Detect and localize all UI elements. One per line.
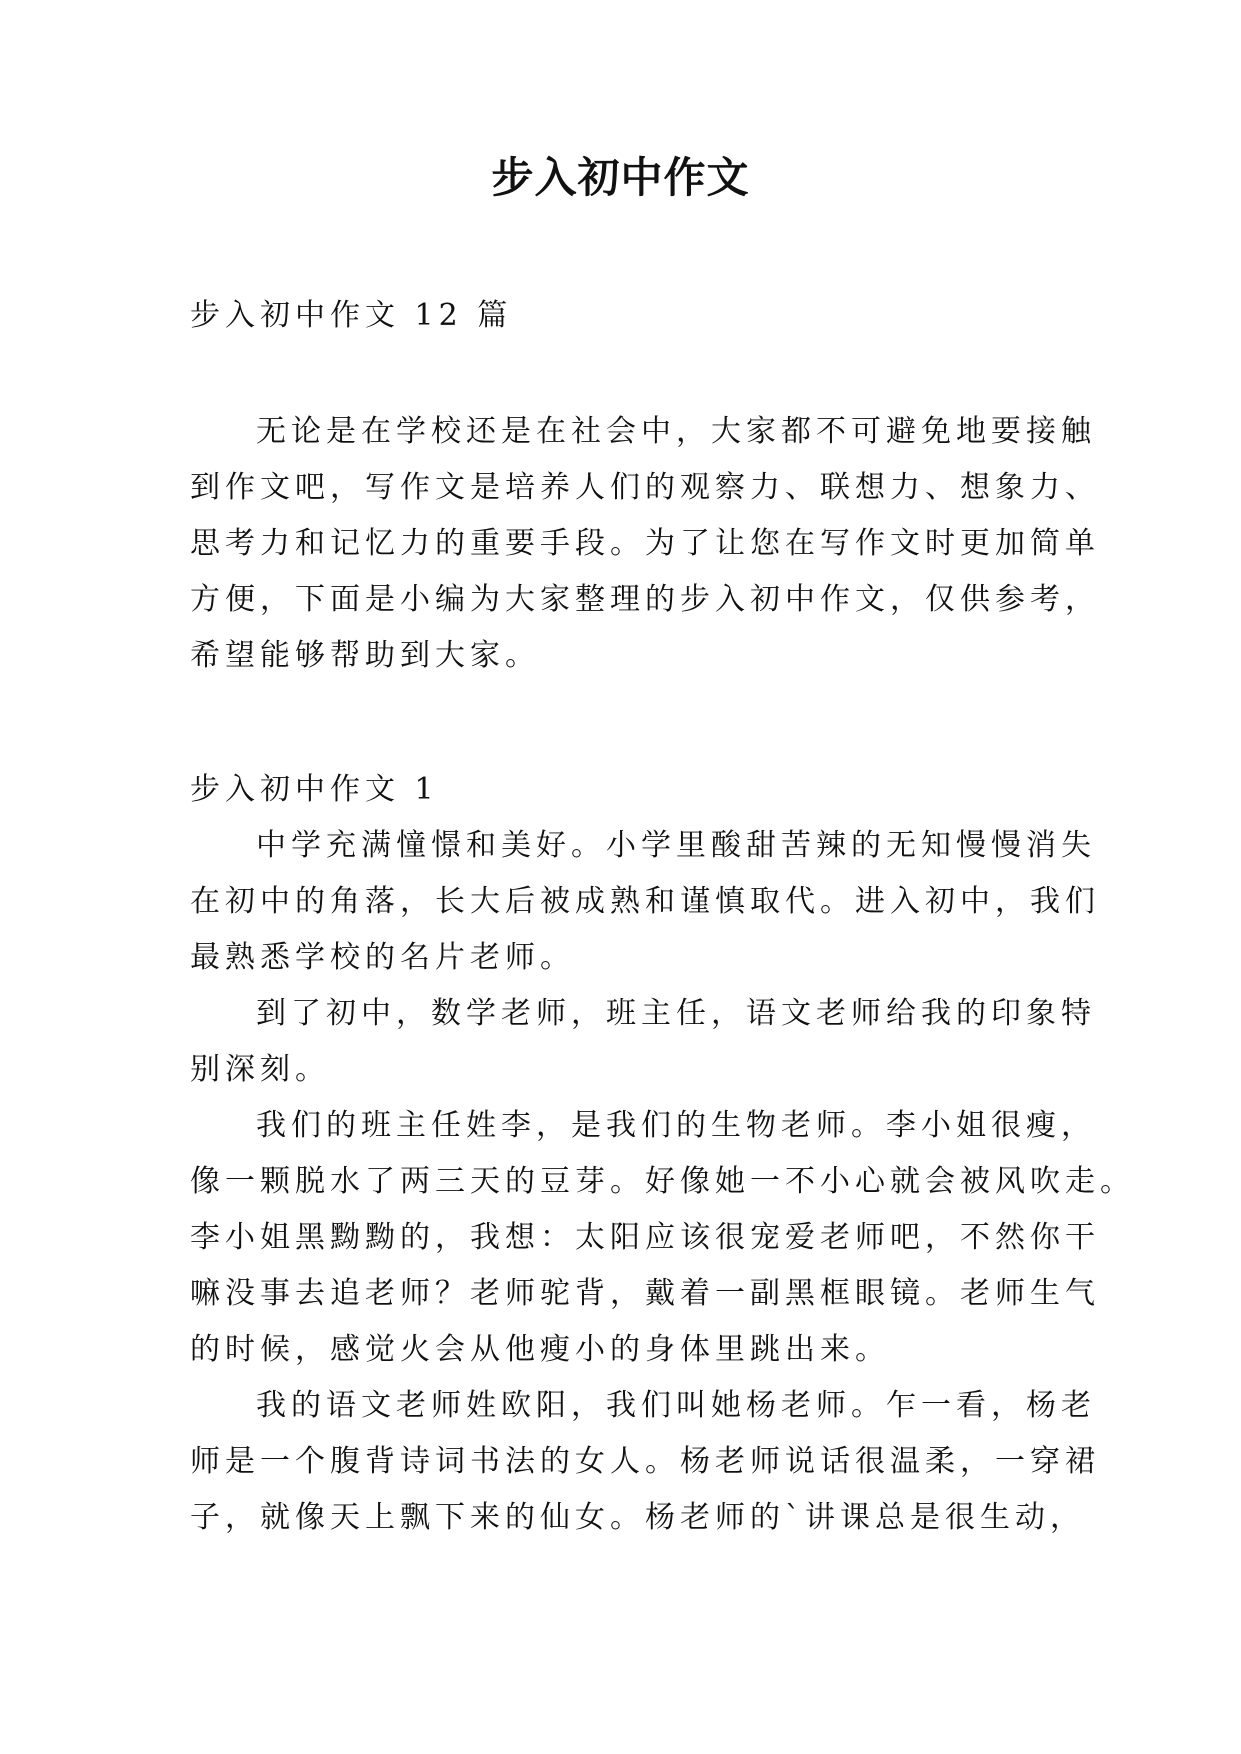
intro-line: 希望能够帮助到大家。: [190, 638, 540, 673]
essay-section: [190, 762, 1135, 1546]
essay-paragraph: [190, 986, 1096, 1098]
paragraph-line: 别深刻。: [190, 1052, 330, 1087]
intro-line: 到作文吧，写作文是培养人们的观察力、联想力、想象力、: [190, 470, 1100, 505]
essay-paragraph: [190, 818, 1100, 986]
paragraph-line: 李小姐黑黝黝的，我想：太阳应该很宠爱老师吧，不然你干: [190, 1220, 1100, 1255]
paragraph-line: 在初中的角落，长大后被成熟和谨慎取代。进入初中，我们: [190, 884, 1100, 919]
paragraph-line: 子，就像天上飘下来的仙女。杨老师的`讲课总是很生动，: [190, 1500, 1085, 1535]
intro-line: 方便，下面是小编为大家整理的步入初中作文，仅供参考，: [190, 582, 1100, 617]
document-subtitle: [190, 288, 1060, 344]
paragraph-line: 中学充满憧憬和美好。小学里酸甜苦辣的无知慢慢消失: [256, 828, 1096, 863]
paragraph-line: 我们的班主任姓李，是我们的生物老师。李小姐很瘦，: [256, 1108, 1096, 1143]
paragraph-line: 嘛没事去追老师？老师驼背，戴着一副黑框眼镜。老师生气: [190, 1276, 1100, 1311]
intro-line: 无论是在学校还是在社会中，大家都不可避免地要接触: [256, 414, 1096, 449]
paragraph-line: 最熟悉学校的名片老师。: [190, 940, 575, 975]
essay-paragraph: [190, 1098, 1135, 1378]
paragraph-line: 的时候，感觉火会从他瘦小的身体里跳出来。: [190, 1332, 890, 1367]
intro-line: 思考力和记忆力的重要手段。为了让您在写作文时更加简单: [190, 526, 1100, 561]
paragraph-line: 像一颗脱水了两三天的豆芽。好像她一不小心就会被风吹走。: [190, 1164, 1135, 1199]
subtitle-line: 步入初中作文 12 篇: [190, 298, 513, 333]
essay-paragraph: [190, 1378, 1100, 1546]
paragraph-line: 师是一个腹背诗词书法的女人。杨老师说话很温柔，一穿裙: [190, 1444, 1100, 1479]
intro-paragraph: [190, 404, 1100, 684]
document-title: 步入初中作文: [491, 153, 750, 202]
paragraph-line: 我的语文老师姓欧阳，我们叫她杨老师。乍一看，杨老: [256, 1388, 1096, 1423]
paragraph-line: 到了初中，数学老师，班主任，语文老师给我的印象特: [256, 996, 1096, 1031]
section-heading: 步入初中作文 1: [190, 772, 439, 807]
